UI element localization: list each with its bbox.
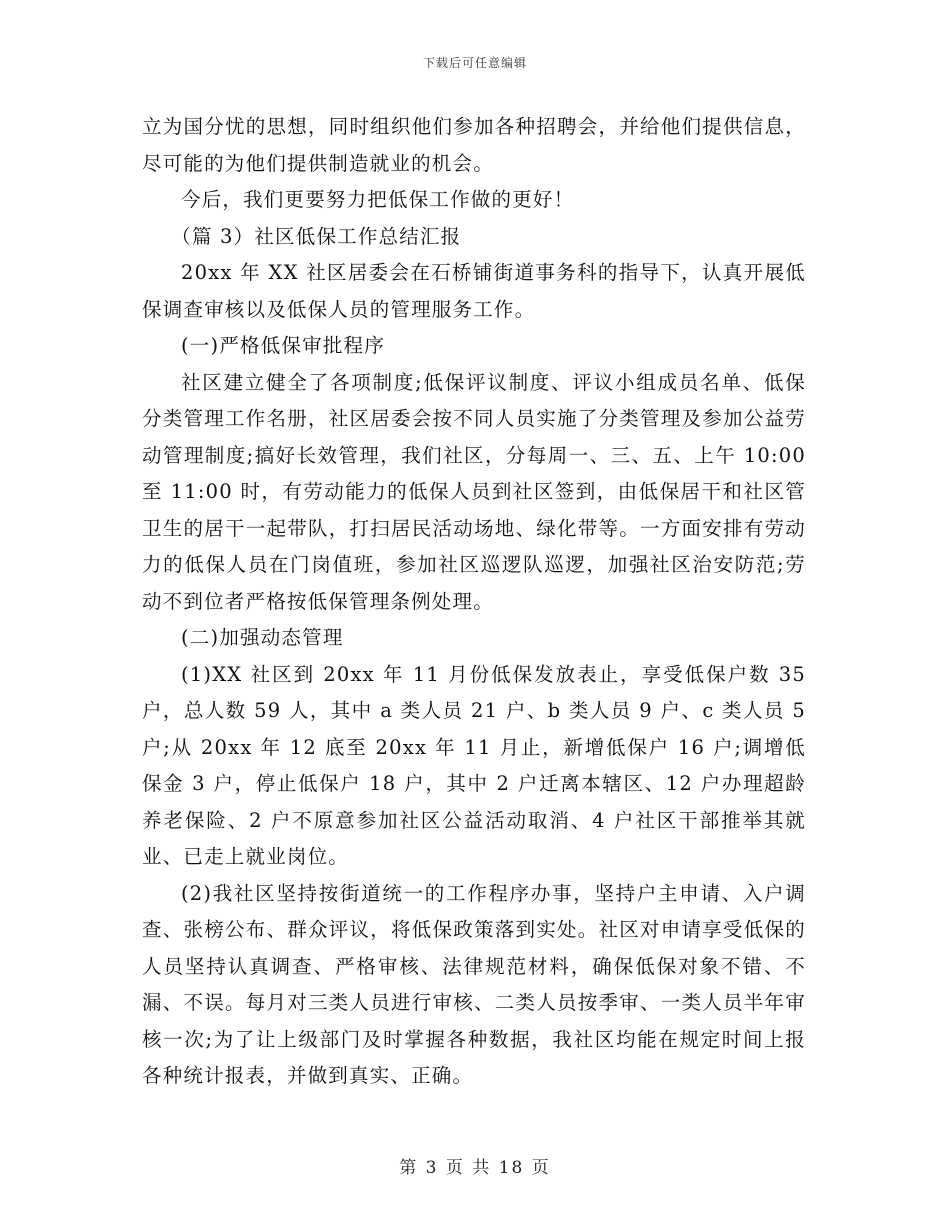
paragraph-continuation: 立为国分忧的思想，同时组织他们参加各种招聘会，并给他们提供信息，尽可能的为他们提供制造就业的机会。 (142, 115, 806, 175)
page-header-note: 下载后可任意编辑 (422, 56, 527, 70)
paragraph-intro: 20xx 年 XX 社区居委会在石桥铺街道事务科的指导下，认真开展低保调查审核以及低保人员的管理服务工作。 (142, 261, 806, 321)
document-body (142, 109, 806, 1095)
paragraph-statistics: (1)XX 社区到 20xx 年 11 月份低保发放表止，享受低保户数 35 户，总人数 59 人，其中 a 类人员 21 户、b 类人员 9 户、c 类人员 5 户;从 20xx 年 12 底至 20xx 年 11 月止，新增低保户 16 户;调增低保金 3 户，停止低保户 18 户，其中 2 户迁离本辖区、12 户办理超龄养老保险、2 户不原意参加社区公益活动取消、4 户社区干部推举其就业、已走上就业岗位。 (142, 662, 806, 868)
paragraph-procedure: (2)我社区坚持按街道统一的工作程序办事，坚持户主申请、入户调查、张榜公布、群众评议，将低保政策落到实处。社区对申请享受低保的人员坚持认真调查、严格审核、法律规范材料，确保低保对象不错、不漏、不误。每月对三类人员进行审核、二类人员按季审、一类人员半年审核一次;为了让上级部门及时掌握各种数据，我社区均能在规定时间上报各种统计报表，并做到真实、正确。 (142, 881, 806, 1087)
section-title: （篇 3）社区低保工作总结汇报 (171, 224, 462, 248)
subheading-approval: (一)严格低保审批程序 (181, 334, 385, 357)
paragraph-system: 社区建立健全了各项制度;低保评议制度、评议小组成员名单、低保分类管理工作名册，社区居委会按不同人员实施了分类管理及参加公益劳动管理制度;搞好长效管理，我们社区，分每周一、三、五、上午 10:00 至 11:00 时，有劳动能力的低保人员到社区签到，由低保居干和社区管卫生的居干一起带队，打扫居民活动场地、绿化带等。一方面安排有劳动力的低保人员在门岗值班，参加社区巡逻队巡逻，加强社区治安防范;劳动不到位者严格按低保管理条例处理。 (142, 370, 806, 613)
paragraph-closing: 今后，我们更要努力把低保工作做的更好！ (181, 188, 575, 211)
page-number: 第 3 页 共 18 页 (399, 1158, 551, 1178)
subheading-dynamic-management: (二)加强动态管理 (181, 626, 344, 649)
